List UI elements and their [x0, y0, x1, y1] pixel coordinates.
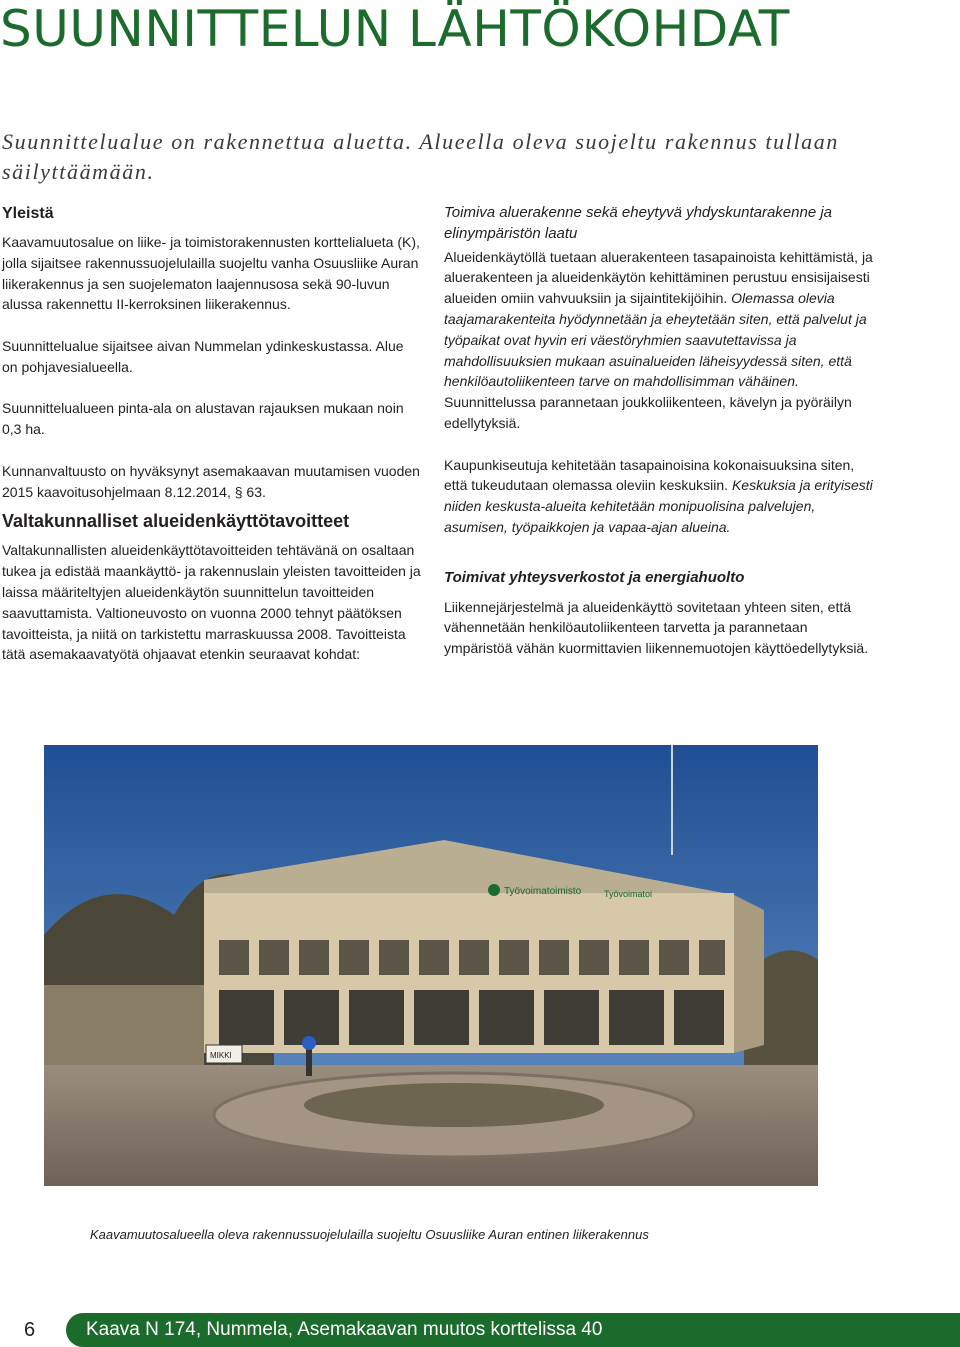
paragraph-sijainti: Suunnittelualue sijaitsee aivan Nummelan ydinkeskustassa. Alue on pohjavesialueella. [2, 337, 404, 375]
building-photo [44, 745, 818, 1186]
right-column [444, 203, 874, 659]
left-column [2, 203, 422, 665]
heading-valtakunnalliset: Valtakunnalliset alueidenkäyttötavoitteet [2, 511, 350, 532]
photo-building-side [734, 895, 764, 1053]
paragraph-pinta-ala: Suunnittelualueen pinta-ala on alustavan rajauksen mukaan noin 0,3 ha. [2, 400, 404, 438]
heading-yhteysverkostot: Toimivat yhteysverkostot ja energiahuolto [444, 568, 745, 586]
footer-bar [66, 1313, 960, 1347]
photo-roundabout-center [304, 1083, 604, 1127]
photo-caption: Kaavamuutosalueella oleva rakennussuojelulailla suojeltu Osuusliike Auran entinen liikerakennus [90, 1227, 649, 1242]
paragraph-aluerakenne-text: Alueidenkäytöllä tuetaan aluerakenteen tasapainoista kehittämistä, ja aluerakenteen ja alueidenkäytön kehittäminen perustuu ensisijaisesti alueiden omiin vahvuuksiin ja sijaintitekijöihin. [444, 248, 873, 307]
photo-left-building [44, 985, 204, 1070]
photo-sign-logo [488, 884, 500, 896]
footer-text: Kaava N 174, Nummela, Asemakaavan muutos korttelissa 40 [86, 1319, 603, 1340]
heading-yleista: Yleistä [2, 205, 54, 222]
paragraph-kaupunkiseudut-text: Kaupunkiseutuja kehitetään tasapainoisina kokonaisuuksina siten, että tukeudutaan olemassa oleviin keskuksiin. [444, 456, 855, 494]
paragraph-aluerakenne [444, 247, 874, 434]
paragraph-liikennejarjestelma: Liikennejärjestelmä ja alueidenkäyttö sovitetaan yhteen siten, että vähennetään henkilöautoliikenteen tarvetta ja parannetaan ympäristöä vähän kuormittavien liikennemuotojen käyttöedellytyksiä. [444, 598, 869, 657]
paragraph-aluerakenne-italic: Olemassa olevia taajamarakenteita hyödynnetään ja eheytetään siten, että palvelut ja työpaikat ovat hyvin eri väestöryhmien saavutettavissa ja mahdollisuuksien mukaan asuinalueiden läheisyydessä siten, että henkilöautoliikenteen tarve on mahdollisimman vähäinen. [444, 290, 867, 390]
paragraph-kaavamuutosalue: Kaavamuutosalue on liike- ja toimistorakennusten korttelialueta (K), jolla sijaitsee rakennussuojelulailla suojeltu vanha Osuusliike Auran liikerakennus ja sen suojelematon laajennusosa sekä 90-luvun alussa rakennettu II-kerroksinen liikerakennus. [2, 234, 420, 313]
paragraph-aluerakenne-tail: Suunnittelussa parannetaan joukkoliikenteen, kävelyn ja pyöräilyn edellytyksiä. [444, 394, 852, 431]
paragraph-kaupunkiseudut-italic: Keskuksia ja erityisesti niiden keskusta-alueita kehitetään monipuolisina palvelujen, asumisen, työpaikkojen ja vapaa-ajan alueina. [444, 477, 873, 535]
photo-sign-board-text: MIKKI [210, 1051, 232, 1060]
paragraph-kunnanvaltuusto: Kunnanvaltuusto on hyväksynyt asemakaavan muutamisen vuoden 2015 kaavoitusohjelmaan 8.12.2014, § 63. [2, 462, 420, 500]
page-number: 6 [24, 1319, 36, 1341]
paragraph-valtakunnalliset: Valtakunnallisten alueidenkäyttötavoitteiden tehtävänä on osaltaan tukea ja edistää maankäyttö- ja rakennuslain yleisten tavoitteiden ja laissa määriteltyjen alueidenkäytön suunnittelun tavoitteiden saavuttamista. Valtioneuvosto on vuonna 2000 tehnyt päätöksen tavoitteista, ja niitä on tarkistettu marraskuussa 2008. Tavoitteista tätä asemakaavatyötä ohjaavat etenkin seuraavat kohdat: [2, 542, 421, 663]
heading-toimiva-aluerakenne: Toimiva aluerakenne sekä eheytyvä yhdyskuntarakenne ja elinympäristön laatu [444, 204, 833, 242]
page-title: SUUNNITTELUN LÄHTÖKOHDAT [0, 0, 790, 58]
photo-road-sign-face [302, 1036, 316, 1050]
lead-paragraph: Suunnittelualue on rakennettua aluetta. Alueella oleva suojeltu rakennus tullaan säilyttäämään. [2, 129, 839, 184]
photo-sign-text: Työvoimatoimisto [504, 886, 582, 897]
paragraph-kaupunkiseudut [444, 455, 874, 538]
photo-sign-side-text: Työvoimatoi [604, 889, 653, 899]
